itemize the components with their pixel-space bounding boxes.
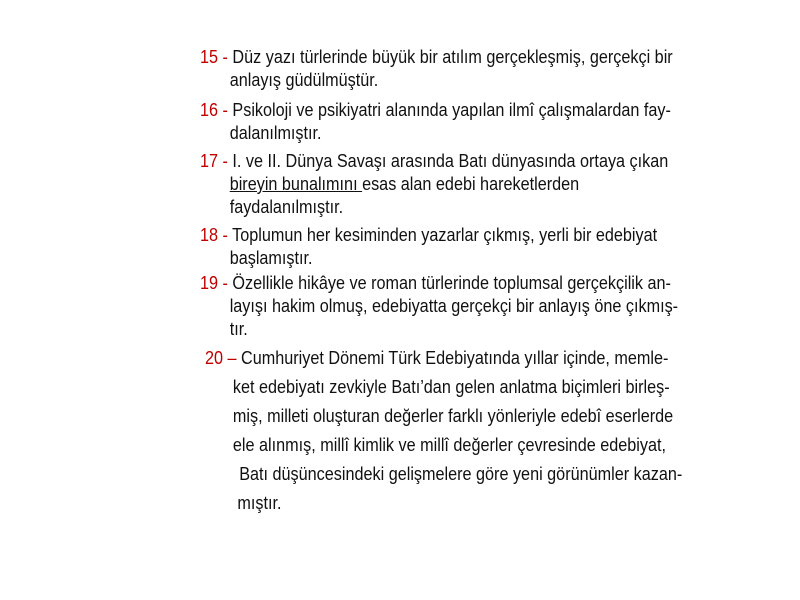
underlined-phrase: bireyin bunalımını (229, 174, 363, 194)
item-15-first-line (200, 46, 794, 69)
item-number: 19 - (200, 273, 228, 293)
item-continuation: anlayış güdülmüştür. (229, 70, 379, 90)
item-number: 18 - (200, 225, 228, 245)
item-continuation: layışı hakim olmuş, edebiyatta gerçekçi bir anlayış öne çıkmış- (229, 296, 679, 316)
item-continuation: faydalanılmıştır. (229, 197, 344, 217)
list-item-16 (200, 99, 794, 145)
item-text: esas alan edebi hareketlerden (362, 174, 580, 194)
item-continuation: ele alınmış, millî kimlik ve millî değerler çevresinde edebiyat, (232, 435, 666, 455)
item-text: Özellikle hikâye ve roman türlerinde toplumsal gerçekçilik an- (227, 273, 671, 293)
item-number: 20 – (205, 348, 237, 368)
item-number: 16 - (200, 100, 228, 120)
item-continuation: tır. (229, 319, 248, 339)
item-text: Cumhuriyet Dönemi Türk Edebiyatında yıllar içinde, memle- (236, 348, 669, 368)
item-17-second-line (200, 173, 794, 196)
item-text: I. ve II. Dünya Savaşı arasında Batı dünyasında ortaya çıkan (227, 151, 669, 171)
item-continuation: mıştır. (237, 493, 282, 513)
list-item-19 (200, 272, 794, 341)
item-continuation: dalanılmıştır. (229, 123, 322, 143)
item-continuation: ket edebiyatı zevkiyle Batı’dan gelen anlatma biçimleri birleş- (232, 377, 670, 397)
item-18-first-line (200, 224, 794, 247)
list-item-18 (200, 224, 794, 270)
list-item-17 (200, 150, 794, 219)
item-text: Psikoloji ve psikiyatri alanında yapılan ilmî çalışmalardan fay- (227, 100, 671, 120)
item-continuation: miş, milleti oluşturan değerler farklı yönleriyle edebî eserlerde (232, 406, 674, 426)
item-number: 17 - (200, 151, 228, 171)
item-16-first-line (200, 99, 794, 122)
item-19-first-line (200, 272, 794, 295)
item-continuation: Batı düşüncesindeki gelişmelere göre yeni görünümler kazan- (239, 464, 683, 484)
list-item-15 (200, 46, 794, 92)
item-number: 15 - (200, 47, 228, 67)
item-text: Toplumun her kesiminden yazarlar çıkmış, yerli bir edebiyat (227, 225, 658, 245)
list-item-20 (205, 344, 799, 518)
item-17-first-line (200, 150, 794, 173)
item-20-first-line (205, 344, 799, 373)
item-continuation: başlamıştır. (229, 248, 313, 268)
item-text: Düz yazı türlerinde büyük bir atılım gerçekleşmiş, gerçekçi bir (227, 47, 673, 67)
